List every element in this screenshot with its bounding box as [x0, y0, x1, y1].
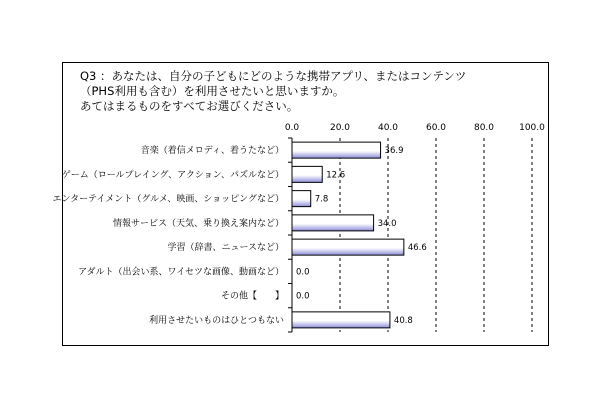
x-tick-label: 20.0: [329, 123, 351, 133]
x-tick-label: 80.0: [473, 123, 495, 133]
bar: [292, 191, 311, 207]
category-label: アダルト（出会い系、ワイセツな画像、動画など）: [78, 267, 284, 278]
category-label: 学習（辞書、ニュースなど）: [167, 243, 284, 254]
question-line-3: あてはまるものをすべてお選びください。: [80, 99, 299, 113]
data-label: 0.0: [296, 291, 310, 302]
bar: [292, 239, 404, 255]
data-label: 40.8: [393, 315, 413, 326]
category-label: 情報サービス（天気、乗り換え案内など）: [112, 218, 284, 229]
bar: [292, 215, 374, 231]
x-tick-label: 100.0: [519, 123, 545, 133]
category-label: 利用させたいものはひとつもない: [149, 315, 284, 326]
data-label: 46.6: [407, 243, 427, 254]
question-line-1: Q3 ：あなたは、自分の子どもにどのような携帯アプリ、またはコンテンツ: [80, 69, 467, 83]
x-tick-label: 60.0: [425, 123, 447, 133]
data-label: 0.0: [296, 267, 310, 278]
bar: [292, 142, 381, 158]
x-tick-label: 40.0: [377, 123, 399, 133]
bar: [292, 166, 322, 182]
category-label: その他【 】: [220, 291, 284, 302]
category-label: ゲーム（ロールプレイング、アクション、パズルなど）: [61, 170, 284, 181]
data-label: 34.0: [377, 218, 397, 229]
bar: [292, 312, 390, 328]
data-label: 36.9: [384, 146, 404, 157]
x-tick-label: 0.0: [284, 123, 300, 133]
category-label: エンターテイメント（グルメ、映画、ショッピングなど）: [52, 194, 284, 205]
data-label: 12.6: [326, 170, 346, 181]
data-label: 7.8: [314, 194, 329, 205]
question-line-2: （PHS利用も含む）を利用させたいと思いますか。: [80, 84, 345, 98]
category-label: 音楽（着信メロディ、着うたなど）: [140, 146, 284, 157]
